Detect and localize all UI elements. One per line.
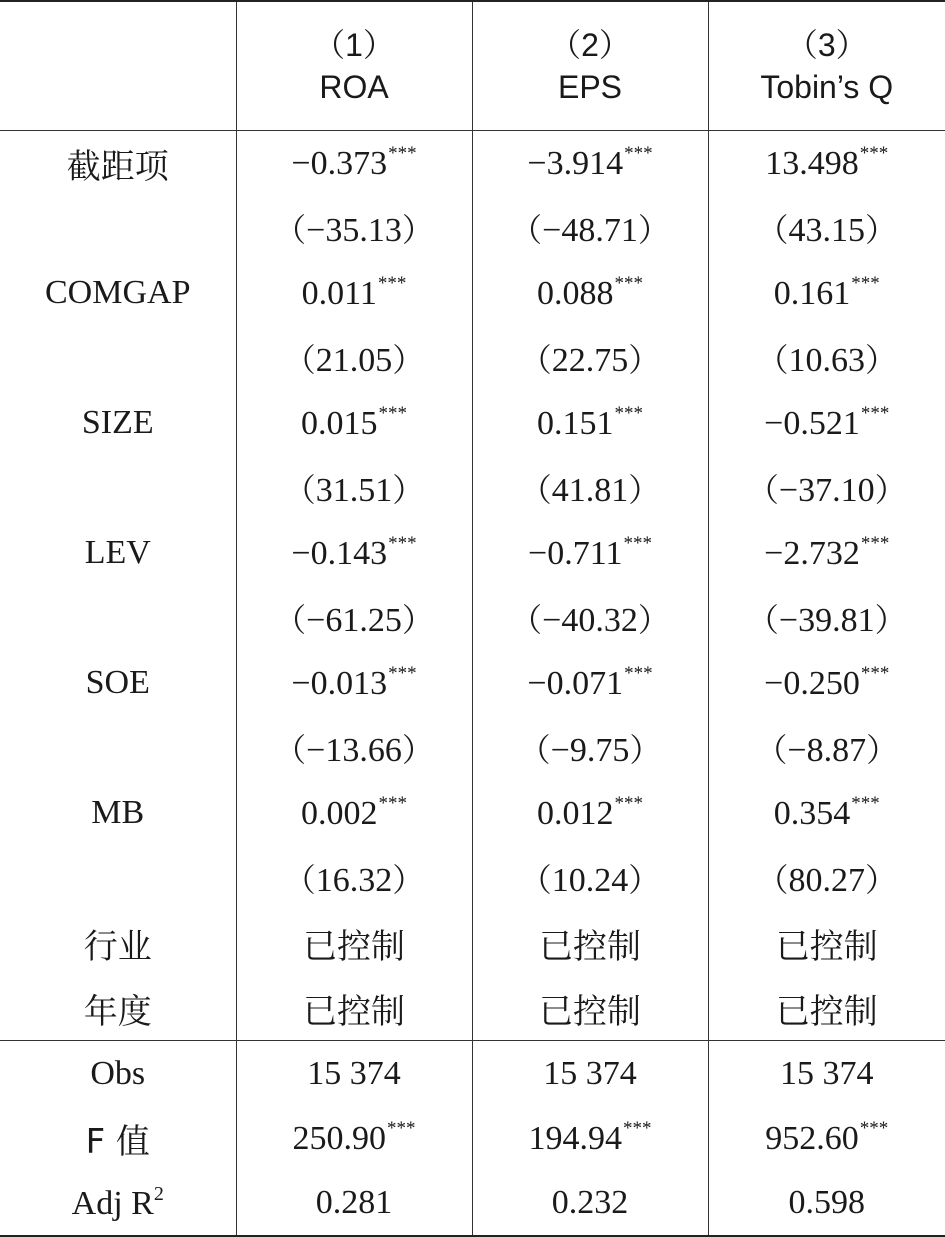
empty-label xyxy=(0,196,236,261)
t-stat-row xyxy=(0,586,945,651)
coefficient-value: 0.151 xyxy=(537,405,614,443)
significance-stars: *** xyxy=(377,273,407,295)
column-header-2 xyxy=(472,1,708,131)
close-paren: ） xyxy=(629,732,662,769)
column-number: （1） xyxy=(313,27,395,63)
row-label: 年度 xyxy=(83,991,152,1032)
coefficient-value: 13.498 xyxy=(765,145,859,183)
adj-r2-value: 0.232 xyxy=(472,1171,708,1236)
significance-stars: *** xyxy=(614,403,643,425)
coefficient-cell xyxy=(708,131,945,196)
control-status: 已控制 xyxy=(472,976,708,1041)
coefficient-cell xyxy=(472,261,708,326)
t-stat-cell xyxy=(236,716,472,781)
coefficient-cell xyxy=(236,261,472,326)
coefficient-value: 0.002 xyxy=(301,795,378,833)
close-paren: ） xyxy=(392,342,425,379)
coefficient-cell xyxy=(236,651,472,716)
row-label: Obs xyxy=(0,1041,236,1106)
close-paren: ） xyxy=(637,602,670,639)
empty-label xyxy=(0,716,236,781)
open-paren: （ xyxy=(746,472,779,509)
significance-stars: *** xyxy=(623,533,652,555)
row-label: MB xyxy=(91,794,145,832)
row-label: LEV xyxy=(84,534,151,572)
t-stat-value: 21.05 xyxy=(315,342,393,380)
row-label: SOE xyxy=(85,664,150,702)
f-value: 250.90 xyxy=(292,1120,386,1158)
row-label xyxy=(0,1171,236,1236)
coefficient-row xyxy=(0,651,945,716)
coefficient-cell xyxy=(236,781,472,846)
open-paren: （ xyxy=(274,732,307,769)
close-paren: ） xyxy=(865,212,898,249)
coefficient-value: −3.914 xyxy=(527,145,624,183)
t-stat-value: 41.81 xyxy=(551,472,629,510)
open-paren: （ xyxy=(756,342,789,379)
t-stat-value: −8.87 xyxy=(787,732,867,770)
significance-stars: *** xyxy=(860,533,890,555)
t-stat-cell xyxy=(472,196,708,261)
row-label: COMGAP xyxy=(45,274,191,312)
t-stat-value: 80.27 xyxy=(788,862,865,900)
column-header-1 xyxy=(236,1,472,131)
coefficient-value: −2.732 xyxy=(764,535,860,573)
close-paren: ） xyxy=(865,862,898,899)
significance-stars: *** xyxy=(624,143,653,165)
close-paren: ） xyxy=(392,862,425,899)
coefficient-value: −0.071 xyxy=(527,665,624,703)
t-stat-row xyxy=(0,326,945,391)
significance-stars: *** xyxy=(851,273,880,295)
coefficient-value: −0.373 xyxy=(291,145,388,183)
t-stat-value: −35.13 xyxy=(306,212,402,250)
open-paren: （ xyxy=(519,342,552,379)
coefficient-value: −0.250 xyxy=(764,665,860,703)
t-stat-value: 22.75 xyxy=(551,342,629,380)
open-paren: （ xyxy=(519,472,552,509)
coefficient-cell xyxy=(472,521,708,586)
t-stat-row xyxy=(0,456,945,521)
significance-stars: *** xyxy=(614,273,643,295)
f-value-cell xyxy=(708,1106,945,1171)
coefficient-cell xyxy=(472,651,708,716)
significance-stars: *** xyxy=(851,793,880,815)
coefficient-cell xyxy=(472,391,708,456)
row-label: F 值 xyxy=(85,1121,150,1162)
obs-row xyxy=(0,1041,945,1106)
coefficient-cell xyxy=(236,521,472,586)
close-paren: ） xyxy=(392,472,425,509)
control-rows xyxy=(0,911,945,1041)
t-stat-cell xyxy=(708,586,945,651)
coefficient-row xyxy=(0,261,945,326)
close-paren: ） xyxy=(401,602,434,639)
obs-value: 15 374 xyxy=(472,1041,708,1106)
t-stat-cell xyxy=(236,326,472,391)
coefficient-value: 0.012 xyxy=(537,795,614,833)
t-stat-cell xyxy=(472,456,708,521)
open-paren: （ xyxy=(283,472,316,509)
t-stat-value: 10.24 xyxy=(551,862,629,900)
open-paren: （ xyxy=(746,602,779,639)
significance-stars: *** xyxy=(378,793,407,815)
significance-stars: *** xyxy=(388,663,417,685)
coefficient-value: 0.015 xyxy=(301,405,378,443)
adj-r2-label: Adj R xyxy=(71,1184,154,1222)
t-stat-cell xyxy=(236,846,472,911)
column-name: EPS xyxy=(557,69,623,105)
close-paren: ） xyxy=(865,342,898,379)
row-label: 截距项 xyxy=(66,146,169,187)
significance-stars: *** xyxy=(624,663,653,685)
empty-label xyxy=(0,586,236,651)
significance-stars: *** xyxy=(387,1118,416,1140)
column-number: （2） xyxy=(549,27,631,63)
obs-value: 15 374 xyxy=(708,1041,945,1106)
t-stat-value: 31.51 xyxy=(315,472,393,510)
close-paren: ） xyxy=(401,212,434,249)
significance-stars: *** xyxy=(623,1118,652,1140)
close-paren: ） xyxy=(874,602,907,639)
empty-label xyxy=(0,326,236,391)
significance-stars: *** xyxy=(614,793,643,815)
coefficient-cell xyxy=(708,391,945,456)
obs-value: 15 374 xyxy=(236,1041,472,1106)
f-value-cell xyxy=(472,1106,708,1171)
close-paren: ） xyxy=(866,732,899,769)
t-stat-cell xyxy=(708,846,945,911)
t-stat-value: 10.63 xyxy=(788,342,865,380)
close-paren: ） xyxy=(628,862,661,899)
coefficient-value: 0.161 xyxy=(773,275,851,313)
column-header-3 xyxy=(708,1,945,131)
column-name: ROA xyxy=(319,69,389,105)
t-stat-cell xyxy=(236,586,472,651)
t-stat-value: −40.32 xyxy=(542,602,638,640)
column-name: Tobin’s Q xyxy=(760,69,894,105)
close-paren: ） xyxy=(401,732,434,769)
t-stat-value: 16.32 xyxy=(315,862,393,900)
coefficient-row xyxy=(0,781,945,846)
t-stat-value: −37.10 xyxy=(778,472,875,510)
coefficient-row xyxy=(0,391,945,456)
significance-stars: *** xyxy=(860,663,890,685)
coefficient-cell xyxy=(236,391,472,456)
coefficient-value: −0.521 xyxy=(764,405,860,443)
adj-r2-value: 0.598 xyxy=(708,1171,945,1236)
superscript: 2 xyxy=(153,1182,164,1205)
open-paren: （ xyxy=(283,862,316,899)
t-stat-value: −13.66 xyxy=(306,732,402,770)
close-paren: ） xyxy=(628,472,661,509)
coefficient-value: −0.711 xyxy=(528,535,623,573)
f-value-row xyxy=(0,1106,945,1171)
close-paren: ） xyxy=(637,212,670,249)
adj-r2-row xyxy=(0,1171,945,1236)
control-row xyxy=(0,911,945,976)
t-stat-cell xyxy=(708,716,945,781)
t-stat-value: −9.75 xyxy=(550,732,630,770)
row-label: SIZE xyxy=(81,404,154,442)
adj-r2-value: 0.281 xyxy=(236,1171,472,1236)
coefficient-cell xyxy=(708,261,945,326)
close-paren: ） xyxy=(874,472,907,509)
control-status: 已控制 xyxy=(472,911,708,976)
coefficient-row xyxy=(0,131,945,196)
t-stat-cell xyxy=(708,456,945,521)
f-value-cell xyxy=(236,1106,472,1171)
control-status: 已控制 xyxy=(236,911,472,976)
significance-stars: *** xyxy=(378,403,407,425)
empty-label xyxy=(0,456,236,521)
t-stat-cell xyxy=(472,846,708,911)
coefficient-value: −0.143 xyxy=(291,535,388,573)
significance-stars: *** xyxy=(859,1118,889,1140)
coefficient-value: 0.354 xyxy=(773,795,851,833)
coefficient-value: 0.088 xyxy=(537,275,614,313)
column-number: （3） xyxy=(785,27,868,63)
t-stat-row xyxy=(0,716,945,781)
control-status: 已控制 xyxy=(236,976,472,1041)
close-paren: ） xyxy=(628,342,661,379)
t-stat-row xyxy=(0,846,945,911)
f-value: 952.60 xyxy=(765,1120,859,1158)
open-paren: （ xyxy=(274,602,307,639)
coefficient-cell xyxy=(708,521,945,586)
open-paren: （ xyxy=(510,602,543,639)
coefficient-cell xyxy=(236,131,472,196)
coefficient-value: 0.011 xyxy=(301,275,377,313)
coefficient-cell xyxy=(472,781,708,846)
empty-label xyxy=(0,846,236,911)
coefficient-cell xyxy=(708,781,945,846)
t-stat-cell xyxy=(236,196,472,261)
t-stat-cell xyxy=(708,196,945,261)
coefficient-cell xyxy=(472,131,708,196)
control-status: 已控制 xyxy=(708,976,945,1041)
t-stat-value: −39.81 xyxy=(778,602,875,640)
significance-stars: *** xyxy=(860,403,890,425)
header-corner xyxy=(0,1,236,131)
significance-stars: *** xyxy=(859,143,889,165)
open-paren: （ xyxy=(756,862,789,899)
coefficient-rows xyxy=(0,131,945,911)
open-paren: （ xyxy=(519,862,552,899)
t-stat-value: −61.25 xyxy=(306,602,402,640)
control-status: 已控制 xyxy=(708,911,945,976)
open-paren: （ xyxy=(755,732,788,769)
control-row xyxy=(0,976,945,1041)
significance-stars: *** xyxy=(388,533,417,555)
row-label: 行业 xyxy=(83,926,152,967)
header-row xyxy=(0,1,945,131)
t-stat-cell xyxy=(472,326,708,391)
t-stat-cell xyxy=(472,716,708,781)
t-stat-value: 43.15 xyxy=(788,212,865,250)
t-stat-row xyxy=(0,196,945,261)
significance-stars: *** xyxy=(388,143,417,165)
open-paren: （ xyxy=(518,732,551,769)
t-stat-cell xyxy=(708,326,945,391)
coefficient-row xyxy=(0,521,945,586)
t-stat-cell xyxy=(236,456,472,521)
t-stat-cell xyxy=(472,586,708,651)
open-paren: （ xyxy=(510,212,543,249)
open-paren: （ xyxy=(274,212,307,249)
t-stat-value: −48.71 xyxy=(542,212,638,250)
f-value: 194.94 xyxy=(528,1120,622,1158)
statistics-rows xyxy=(0,1041,945,1236)
coefficient-cell xyxy=(708,651,945,716)
coefficient-value: −0.013 xyxy=(291,665,388,703)
open-paren: （ xyxy=(756,212,789,249)
open-paren: （ xyxy=(283,342,316,379)
